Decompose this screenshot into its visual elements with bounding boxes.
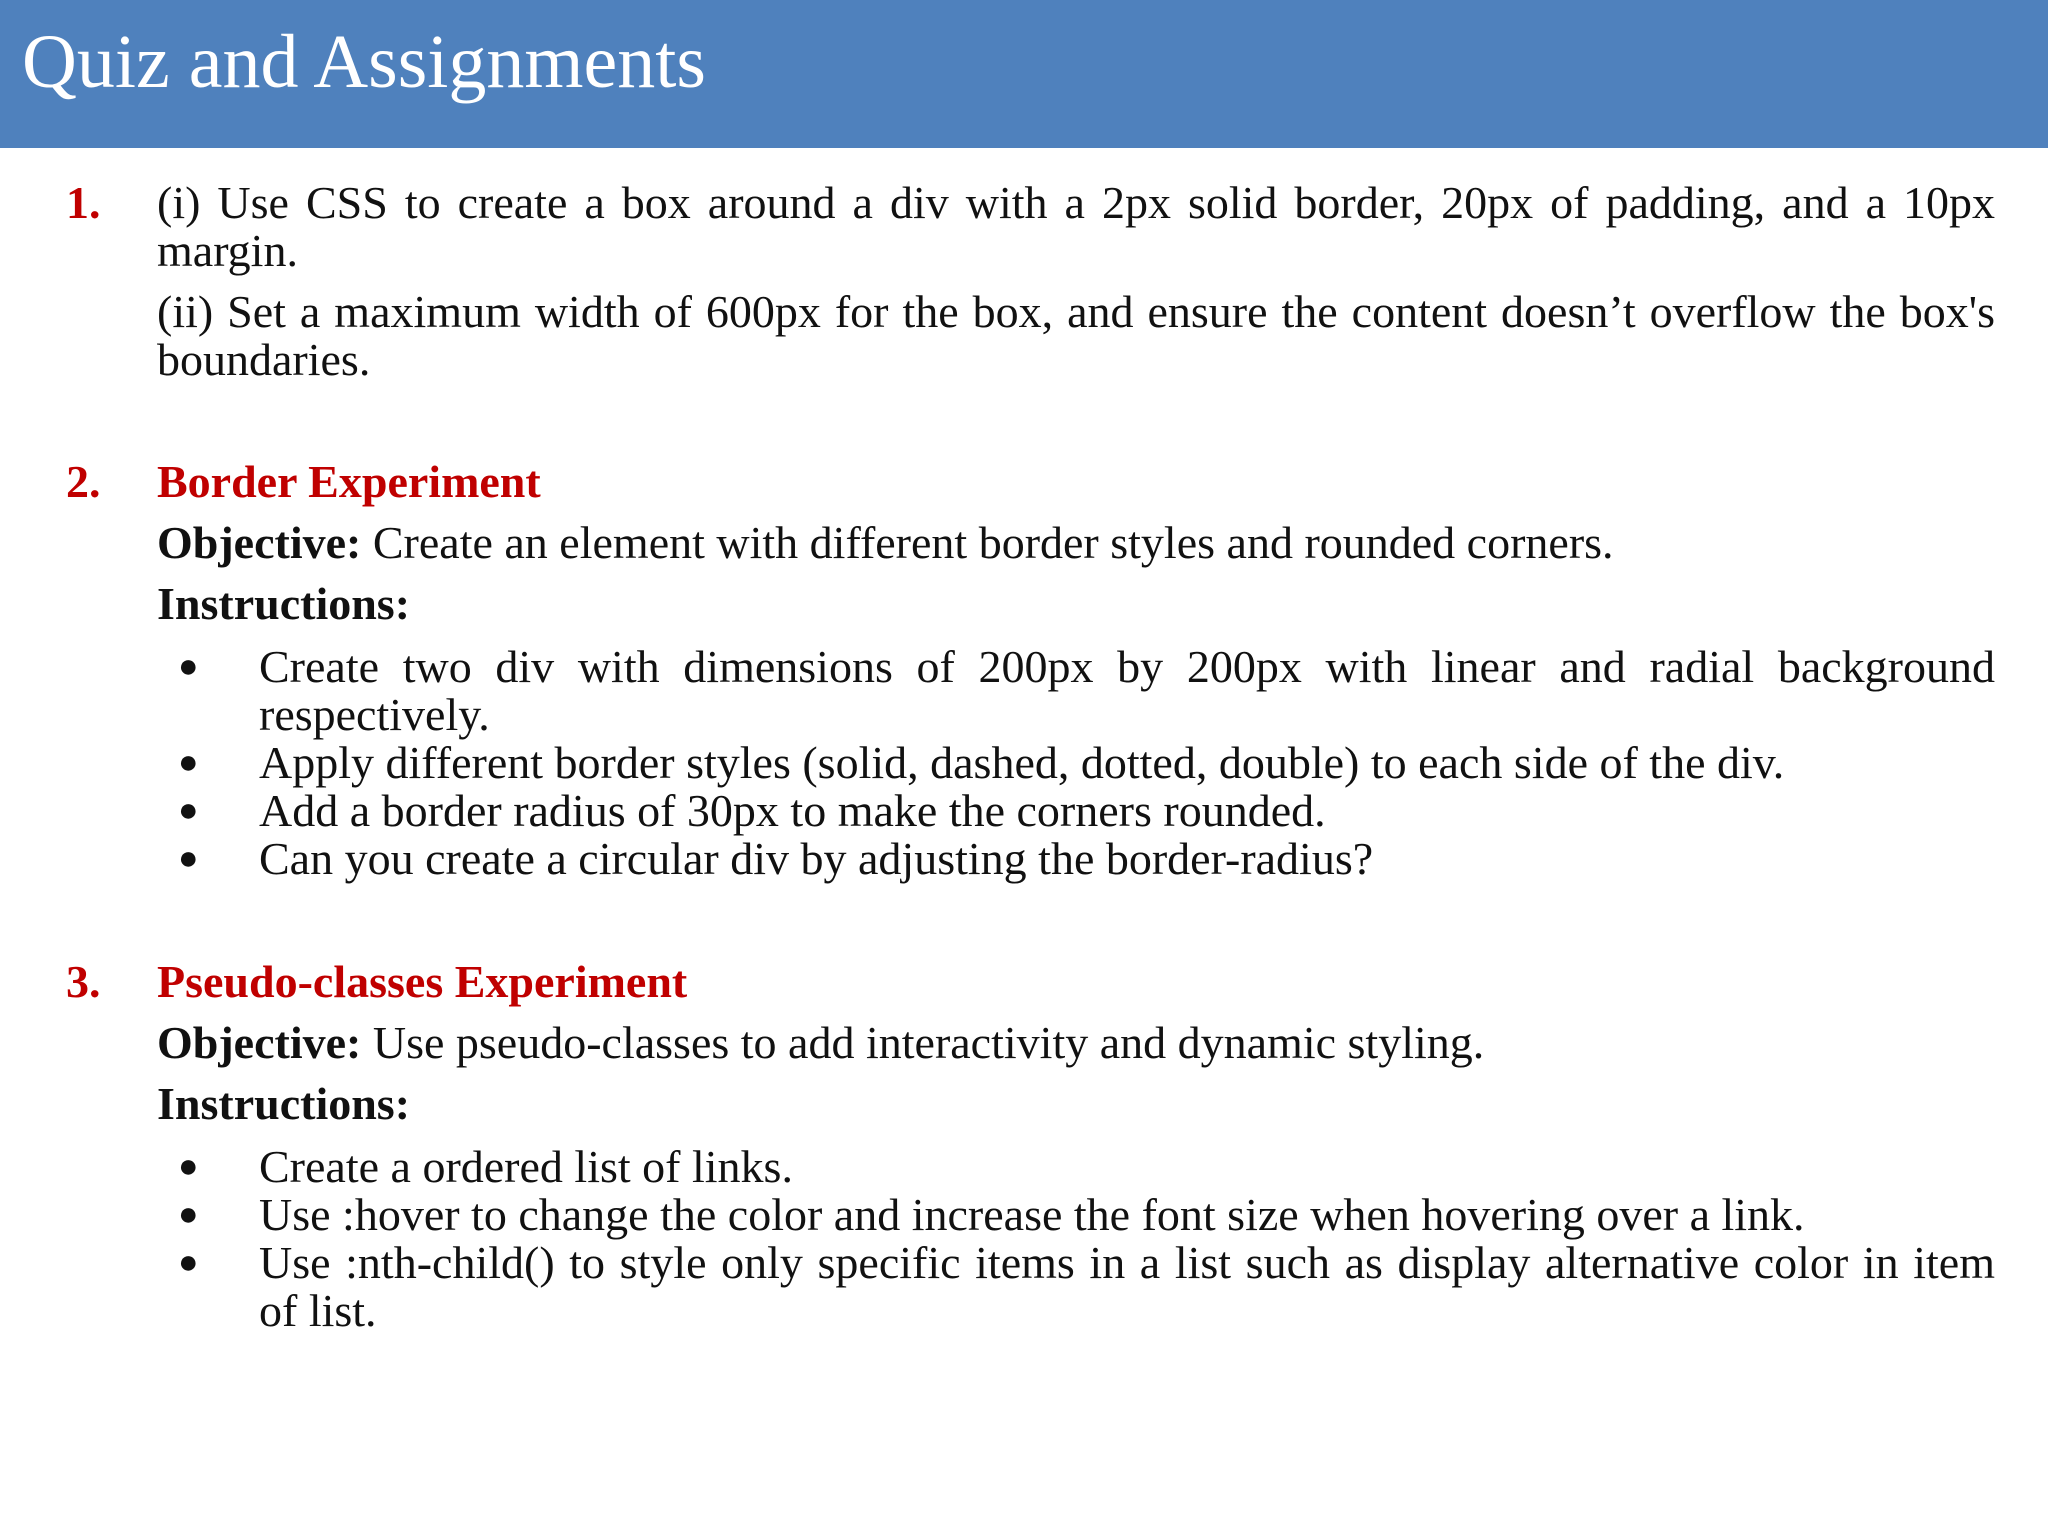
- bullet-icon: ●: [178, 840, 199, 877]
- item-2-number: 2.: [66, 456, 101, 507]
- item-3-instructions-label: Instructions:: [157, 1078, 411, 1129]
- item-2-heading: Border Experiment: [157, 456, 541, 507]
- item-3-bullet-2: Use :hover to change the color and increase the font size when hovering over a link.: [259, 1189, 1805, 1240]
- bullet-icon: ●: [178, 792, 199, 829]
- item-2-instructions-label: Instructions:: [157, 578, 411, 629]
- item-1-number: 1.: [66, 177, 101, 228]
- title-bar: [0, 0, 2048, 148]
- bullet-icon: ●: [178, 1244, 199, 1281]
- item-2-bullet-4: Can you create a circular div by adjusting the border-radius?: [259, 833, 1374, 884]
- item-3-number: 3.: [66, 956, 101, 1007]
- item-3-bullet-3: Use :nth-child() to style only specific items in a list such as display alternative color in item of list.: [259, 1237, 1995, 1336]
- page-title: Quiz and Assignments: [22, 20, 706, 104]
- item-1-paragraph-1: (i) Use CSS to create a box around a div with a 2px solid border, 20px of padding, and a 10px margin.: [157, 177, 1995, 276]
- bullet-icon: ●: [178, 1196, 199, 1233]
- item-3-objective-label: Objective:: [157, 1017, 362, 1068]
- item-2-objective-label: Objective:: [157, 517, 362, 568]
- item-3-objective-text: Use pseudo-classes to add interactivity and dynamic styling.: [361, 1017, 1485, 1068]
- item-3-bullet-1: Create a ordered list of links.: [259, 1141, 793, 1192]
- item-2-bullet-3: Add a border radius of 30px to make the corners rounded.: [259, 785, 1326, 836]
- item-2-bullet-2: Apply different border styles (solid, dashed, dotted, double) to each side of the div.: [259, 737, 1785, 788]
- item-1-paragraph-2: (ii) Set a maximum width of 600px for the box, and ensure the content doesn’t overflow the box's boundaries.: [157, 286, 1995, 385]
- item-2-bullet-1: Create two div with dimensions of 200px by 200px with linear and radial background respectively.: [259, 641, 1995, 740]
- item-2-objective-text: Create an element with different border styles and rounded corners.: [361, 517, 1614, 568]
- item-3-heading: Pseudo-classes Experiment: [157, 956, 688, 1007]
- item-3-objective: [157, 1019, 1484, 1067]
- bullet-icon: ●: [178, 744, 199, 781]
- item-2-objective: [157, 519, 1614, 567]
- bullet-icon: ●: [178, 1148, 199, 1185]
- bullet-icon: ●: [178, 648, 199, 685]
